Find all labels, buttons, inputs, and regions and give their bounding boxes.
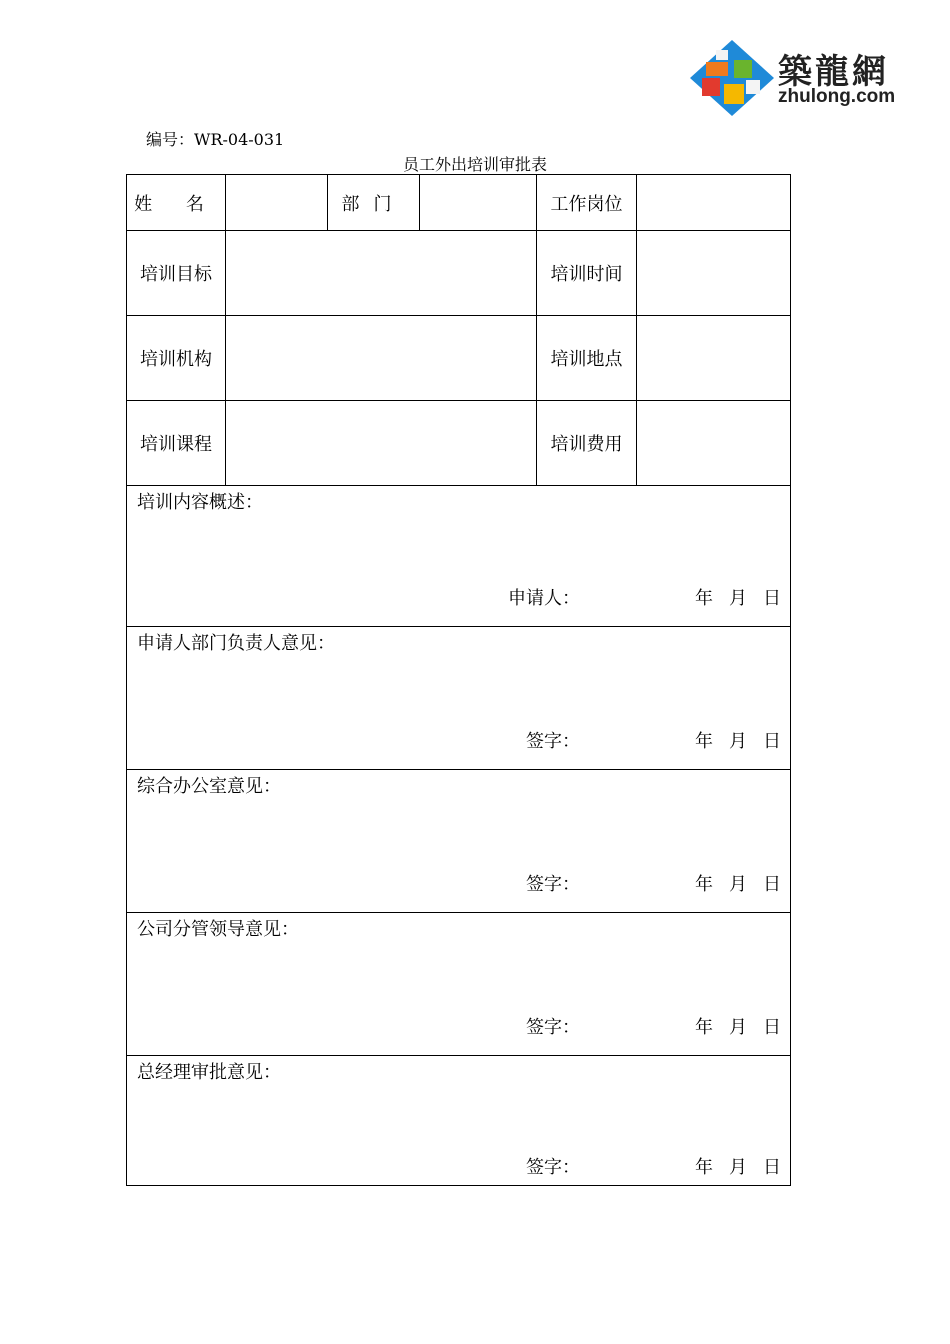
position-label: 工作岗位 bbox=[537, 175, 637, 231]
org-value-cell[interactable] bbox=[226, 316, 537, 401]
name-value-cell[interactable] bbox=[226, 175, 328, 231]
signer-label: 签字： bbox=[526, 1017, 580, 1038]
year-label: 年 bbox=[695, 731, 713, 752]
form-title: 员工外出培训审批表 bbox=[402, 155, 547, 174]
training-approval-form bbox=[126, 174, 791, 1186]
time-label: 培训时间 bbox=[537, 231, 637, 316]
cost-label: 培训费用 bbox=[537, 401, 637, 486]
day-label: 日 bbox=[763, 874, 781, 895]
signature-line bbox=[127, 729, 790, 753]
section-label: 公司分管领导意见： bbox=[137, 919, 299, 940]
signer-label: 签字： bbox=[526, 731, 580, 752]
time-value-cell[interactable] bbox=[637, 231, 791, 316]
month-label: 月 bbox=[729, 588, 747, 609]
target-value-cell[interactable] bbox=[226, 231, 537, 316]
day-label: 日 bbox=[763, 731, 781, 752]
target-label: 培训目标 bbox=[127, 231, 226, 316]
dept-value-cell[interactable] bbox=[420, 175, 537, 231]
month-label: 月 bbox=[729, 1157, 747, 1178]
signer-label: 签字： bbox=[526, 1157, 580, 1178]
month-label: 月 bbox=[729, 874, 747, 895]
cost-value-cell[interactable] bbox=[637, 401, 791, 486]
signature-line bbox=[127, 1015, 790, 1039]
month-label: 月 bbox=[729, 1017, 747, 1038]
place-label: 培训地点 bbox=[537, 316, 637, 401]
course-value-cell[interactable] bbox=[226, 401, 537, 486]
name-label: 姓 名 bbox=[134, 193, 218, 215]
dept-label: 部门 bbox=[341, 193, 406, 215]
section-label: 培训内容概述： bbox=[137, 492, 263, 513]
section-content-summary[interactable] bbox=[127, 486, 791, 627]
signature-line bbox=[127, 586, 790, 610]
section-office-opinion[interactable] bbox=[127, 770, 791, 913]
signature-line bbox=[127, 1155, 790, 1179]
dept-label-cell bbox=[328, 175, 420, 231]
zhulong-logo bbox=[688, 38, 903, 118]
year-label: 年 bbox=[695, 1157, 713, 1178]
day-label: 日 bbox=[763, 1157, 781, 1178]
name-label-cell bbox=[127, 175, 226, 231]
course-label: 培训课程 bbox=[127, 401, 226, 486]
logo-chinese-text: 築龍網 bbox=[778, 52, 889, 92]
signature-line bbox=[127, 872, 790, 896]
section-gm-approval[interactable] bbox=[127, 1056, 791, 1186]
month-label: 月 bbox=[729, 731, 747, 752]
year-label: 年 bbox=[695, 588, 713, 609]
signer-label: 签字： bbox=[526, 874, 580, 895]
day-label: 日 bbox=[763, 1017, 781, 1038]
day-label: 日 bbox=[763, 588, 781, 609]
section-label: 综合办公室意见： bbox=[137, 776, 281, 797]
place-value-cell[interactable] bbox=[637, 316, 791, 401]
section-leader-opinion[interactable] bbox=[127, 913, 791, 1056]
year-label: 年 bbox=[695, 1017, 713, 1038]
document-serial-number: 编号：WR-04-031 bbox=[146, 130, 285, 149]
org-label: 培训机构 bbox=[127, 316, 226, 401]
signer-label: 申请人： bbox=[508, 588, 580, 609]
year-label: 年 bbox=[695, 874, 713, 895]
section-label: 申请人部门负责人意见： bbox=[137, 633, 335, 654]
logo-english-text: zhulong.com bbox=[778, 86, 896, 107]
section-dept-head-opinion[interactable] bbox=[127, 627, 791, 770]
zhulong-logo-mark bbox=[690, 40, 774, 116]
position-value-cell[interactable] bbox=[637, 175, 791, 231]
section-label: 总经理审批意见： bbox=[137, 1062, 281, 1083]
